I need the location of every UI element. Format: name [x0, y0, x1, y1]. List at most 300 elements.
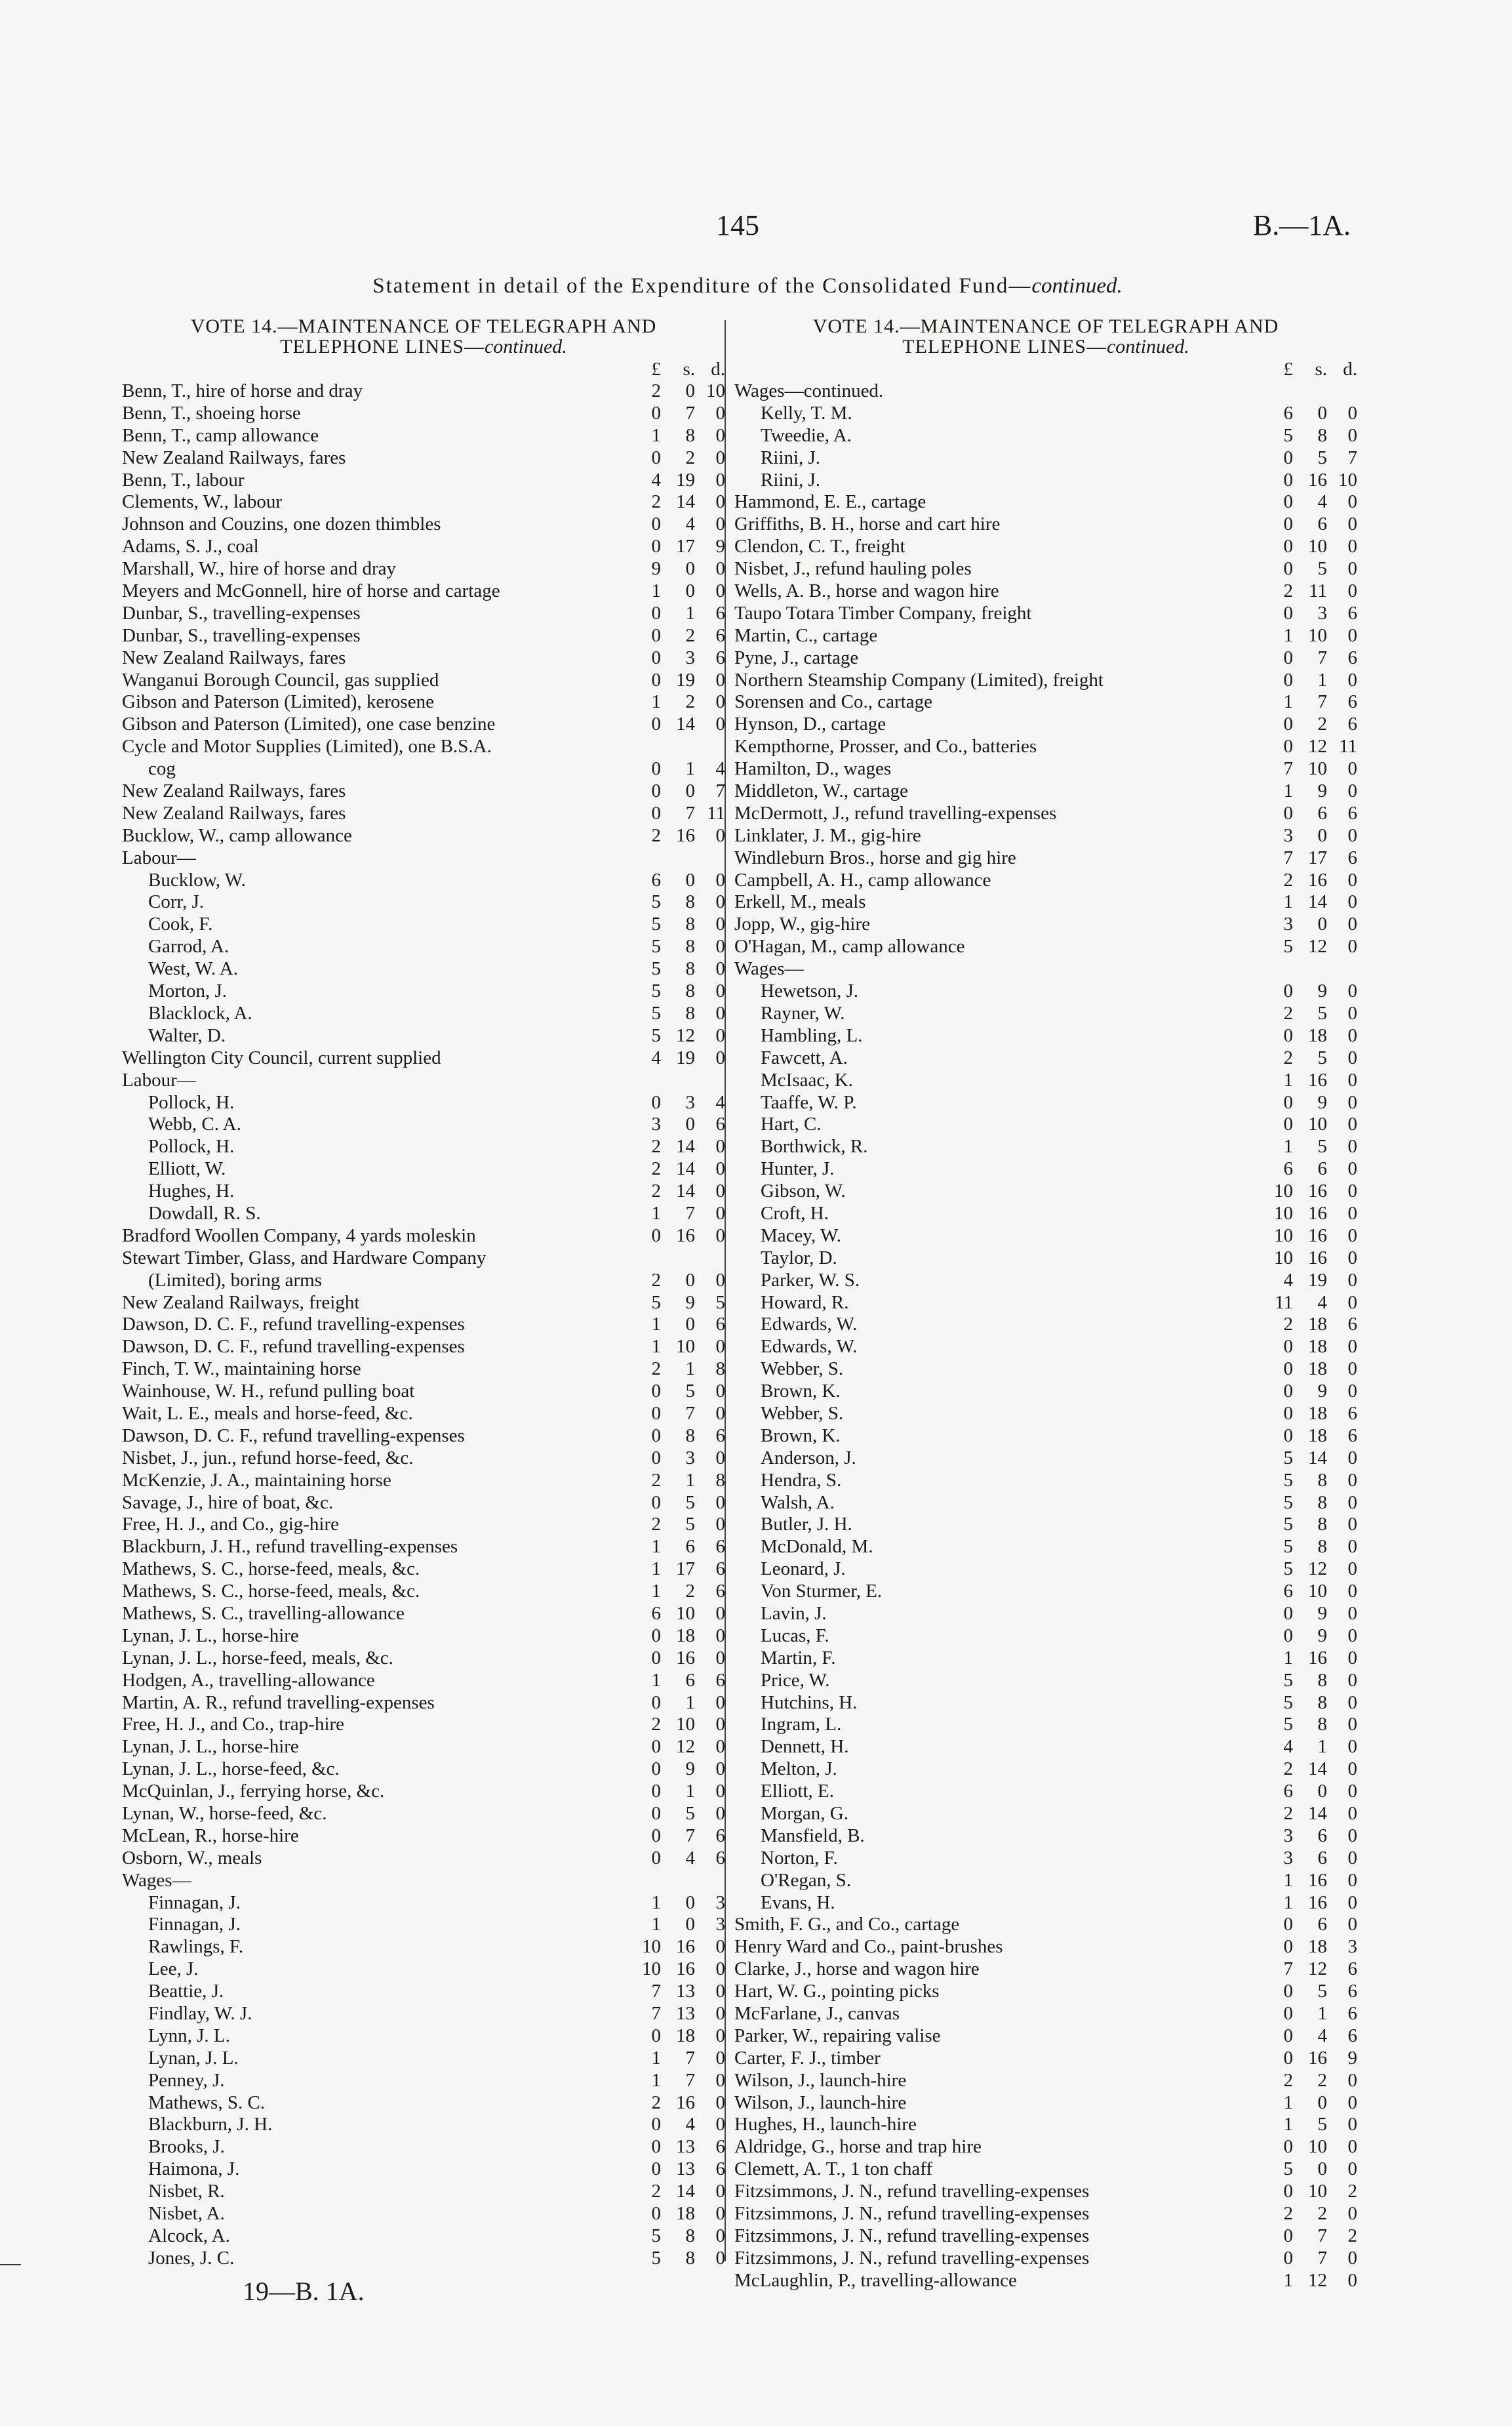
expenditure-row: [122, 1403, 725, 1425]
amount-pounds: 10: [1274, 1224, 1293, 1246]
entry-amount: [1259, 736, 1357, 758]
amount-pence: 0: [715, 1981, 725, 2002]
amount-pence: 0: [715, 1269, 725, 1291]
amount-shillings: 14: [676, 1158, 695, 1180]
entry-description: Riini, J.: [761, 469, 821, 491]
entry-amount: [627, 936, 725, 958]
expenditure-row: [122, 1670, 725, 1692]
amount-pounds: 1: [651, 1536, 661, 1558]
amount-pence: 6: [1347, 647, 1357, 668]
amount-pounds: 0: [1283, 1381, 1293, 1402]
entry-amount: [1259, 1870, 1357, 1892]
amount-pounds: 0: [651, 602, 661, 624]
entry-description: Dawson, D. C. F., refund travelling-expenses: [122, 1425, 465, 1446]
entry-description: Blackburn, J. H., refund travelling-expenses: [122, 1536, 458, 1558]
amount-shillings: 12: [1308, 736, 1327, 758]
amount-pounds: 7: [1283, 1958, 1293, 1980]
entry-amount: [627, 1714, 725, 1736]
amount-pence: 0: [1347, 2247, 1357, 2269]
entry-description: Bradford Woollen Company, 4 yards moleskin: [122, 1224, 476, 1246]
amount-pounds: 0: [651, 758, 661, 780]
entry-amount: [627, 1625, 725, 1648]
entry-description: Findlay, W. J.: [148, 2003, 252, 2025]
amount-pounds: 4: [1283, 1736, 1293, 1758]
amount-shillings: 4: [1317, 1291, 1327, 1313]
entry-amount: [1259, 1848, 1357, 1870]
amount-pence: 0: [1347, 558, 1357, 580]
entry-description: Lavin, J.: [761, 1602, 827, 1624]
entry-description: Fawcett, A.: [761, 1047, 848, 1068]
amount-pounds: 0: [651, 2158, 661, 2180]
amount-shillings: 0: [685, 580, 695, 602]
amount-pence: 6: [715, 602, 725, 624]
amount-shillings: 2: [685, 624, 695, 646]
amount-pounds: 2: [651, 1714, 661, 1735]
entry-description: Labour—: [122, 847, 196, 868]
amount-shillings: 16: [1308, 1069, 1327, 1091]
expenditure-row: [122, 2003, 725, 2025]
expenditure-row: [734, 1092, 1357, 1114]
amount-shillings: 13: [676, 2003, 695, 2025]
entry-amount: [627, 714, 725, 736]
amount-pounds: 3: [1283, 1847, 1293, 1869]
entry-amount: [1259, 1447, 1357, 1470]
entry-amount: [1259, 1825, 1357, 1848]
expenditure-row: [122, 714, 725, 736]
amount-shillings: 0: [685, 558, 695, 580]
amount-pounds: 0: [651, 1447, 661, 1468]
amount-pounds: 6: [651, 1602, 661, 1624]
entry-amount: [627, 380, 725, 403]
amount-shillings: 1: [685, 758, 695, 780]
entry-amount: [1259, 2114, 1357, 2136]
amount-pounds: 1: [1283, 2092, 1293, 2113]
amount-pence: 0: [1347, 1558, 1357, 1580]
amount-pounds: 0: [1283, 1336, 1293, 1358]
amount-pounds: 0: [1283, 1602, 1293, 1624]
amount-shillings: 16: [676, 2092, 695, 2113]
amount-pounds: 2: [1283, 580, 1293, 602]
amount-pounds: 0: [1283, 1358, 1293, 1380]
entry-amount: [1259, 1270, 1357, 1292]
amount-pounds: 1: [651, 2047, 661, 2069]
entry-description: Webb, C. A.: [148, 1114, 241, 1135]
expenditure-row: [122, 470, 725, 492]
amount-shillings: 1: [685, 1358, 695, 1380]
entry-amount: [627, 2025, 725, 2048]
expenditure-row: [734, 1714, 1357, 1736]
entry-amount: [627, 2136, 725, 2158]
expenditure-row: [122, 825, 725, 847]
amount-pence: 0: [1347, 1869, 1357, 1891]
entry-description: Edwards, W.: [761, 1314, 858, 1335]
entry-amount: [627, 670, 725, 692]
amount-pounds: 2: [1283, 1047, 1293, 1068]
entry-amount: [1259, 1648, 1357, 1670]
amount-shillings: 14: [1308, 1447, 1327, 1468]
entry-description: Dunbar, S., travelling-expenses: [122, 624, 361, 646]
amount-shillings: 5: [685, 1381, 695, 1402]
entry-amount: [1259, 870, 1357, 892]
entry-description: Fitzsimmons, J. N., refund travelling-expenses: [734, 2225, 1090, 2246]
expenditure-row: [122, 2158, 725, 2181]
expenditure-row: [734, 1936, 1357, 1958]
amount-pounds: 0: [651, 1758, 661, 1780]
entry-description: New Zealand Railways, fares: [122, 447, 346, 468]
entry-amount: [627, 1092, 725, 1114]
expenditure-row: [734, 1870, 1357, 1892]
entry-description: McIsaac, K.: [761, 1069, 853, 1091]
amount-shillings: 10: [676, 1336, 695, 1358]
amount-pence: 0: [1347, 669, 1357, 691]
amount-shillings: 4: [685, 2114, 695, 2135]
amount-pounds: 0: [1283, 2225, 1293, 2246]
amount-pence: 0: [1347, 1891, 1357, 1913]
entry-description: Dunbar, S., travelling-expenses: [122, 602, 361, 624]
expenditure-row: [122, 403, 725, 425]
amount-shillings: 0: [685, 1314, 695, 1335]
expenditure-row: [734, 803, 1357, 825]
entry-amount: [1259, 1514, 1357, 1536]
entry-description: Dennett, H.: [761, 1736, 849, 1758]
amount-shillings: 2: [685, 691, 695, 713]
amount-pounds: 3: [651, 1114, 661, 1135]
entry-amount: [1259, 625, 1357, 647]
entry-amount: [1259, 380, 1357, 403]
heading-text: Statement in detail of the Expenditure of the Consolidated Fund—: [372, 274, 1032, 298]
entry-description: Wilson, J., launch-hire: [734, 2069, 907, 2091]
amount-pence: 0: [715, 1024, 725, 1046]
expenditure-row: [122, 1092, 725, 1114]
entry-amount: [627, 1914, 725, 1936]
entry-amount: [627, 1114, 725, 1136]
expenditure-row: [122, 981, 725, 1003]
entry-amount: [627, 1848, 725, 1870]
expenditure-row: [734, 758, 1357, 780]
entry-amount: [627, 1803, 725, 1825]
entry-description: Von Sturmer, E.: [761, 1581, 883, 1602]
entry-description: Butler, J. H.: [761, 1514, 852, 1535]
entry-amount: [627, 2181, 725, 2203]
amount-pence: 0: [715, 1224, 725, 1246]
amount-pounds: 2: [651, 1269, 661, 1291]
entry-amount: [1259, 603, 1357, 625]
amount-shillings: 4: [1317, 2025, 1327, 2046]
amount-pence: 6: [715, 624, 725, 646]
amount-pence: 6: [1347, 602, 1357, 624]
entry-description: Finnagan, J.: [148, 1891, 241, 1913]
entry-description: Hughes, H.: [148, 1181, 235, 1202]
amount-pounds: 1: [651, 580, 661, 602]
entry-description: New Zealand Railways, freight: [122, 1291, 360, 1313]
right-title-line1: VOTE 14.—MAINTENANCE OF TELEGRAPH AND: [812, 315, 1279, 337]
amount-shillings: 7: [1317, 2225, 1327, 2246]
amount-pence: 0: [1347, 402, 1357, 424]
amount-shillings: 6: [1317, 1847, 1327, 1869]
amount-pence: 3: [715, 1891, 725, 1913]
entry-description: Erkell, M., meals: [734, 891, 866, 913]
entry-description: Haimona, J.: [148, 2158, 240, 2180]
amount-pence: 0: [715, 869, 725, 891]
entry-description: Wainhouse, W. H., refund pulling boat: [122, 1381, 415, 1402]
entry-amount: [1259, 1536, 1357, 1558]
entry-description: Gibson and Paterson (Limited), kerosene: [122, 691, 434, 713]
entry-description: Kelly, T. M.: [761, 402, 852, 424]
amount-pence: 0: [715, 1936, 725, 1958]
expenditure-row: [734, 603, 1357, 625]
expenditure-row: [122, 758, 725, 780]
amount-shillings: 8: [1317, 1514, 1327, 1535]
amount-pounds: 7: [651, 2003, 661, 2025]
entry-description: Webber, S.: [761, 1402, 844, 1424]
amount-pounds: 0: [1283, 1425, 1293, 1446]
entry-description: Wages—continued.: [734, 380, 884, 401]
expenditure-row: [122, 1114, 725, 1136]
entry-description: Linklater, J. M., gig-hire: [734, 824, 921, 846]
amount-shillings: 9: [685, 1758, 695, 1780]
entry-description: Griffiths, B. H., horse and cart hire: [734, 514, 1001, 535]
expenditure-row: [734, 1670, 1357, 1692]
entry-amount: [627, 1181, 725, 1203]
amount-shillings: 12: [1308, 2269, 1327, 2291]
amount-shillings: 14: [676, 491, 695, 513]
entry-amount: [1259, 1403, 1357, 1425]
entry-description: Free, H. J., and Co., trap-hire: [122, 1714, 345, 1735]
expenditure-row: [122, 1981, 725, 2003]
amount-shillings: 8: [1317, 1669, 1327, 1691]
entry-amount: [627, 803, 725, 825]
expenditure-row: [734, 580, 1357, 603]
amount-pence: 10: [706, 380, 725, 401]
entry-description: Benn, T., labour: [122, 469, 245, 491]
entry-amount: [1259, 514, 1357, 536]
amount-shillings: 8: [685, 1002, 695, 1024]
amount-pence: 3: [715, 1914, 725, 1935]
entry-description: Borthwick, R.: [761, 1136, 868, 1158]
entry-description: Wanganui Borough Council, gas supplied: [122, 669, 439, 691]
entry-amount: [627, 1758, 725, 1781]
amount-pence: 0: [715, 558, 725, 580]
entry-description: Johnson and Couzins, one dozen thimbles: [122, 514, 441, 535]
entry-amount: [1259, 914, 1357, 936]
amount-pence: 0: [1347, 1625, 1357, 1646]
entry-amount: [1259, 981, 1357, 1003]
amount-shillings: 8: [1317, 424, 1327, 446]
amount-shillings: 0: [685, 1891, 695, 1913]
amount-pounds: 0: [1283, 1402, 1293, 1424]
amount-pounds: 0: [1283, 2025, 1293, 2046]
entry-description: Clendon, C. T., freight: [734, 536, 905, 557]
entry-amount: [627, 1825, 725, 1848]
amount-pounds: 2: [651, 491, 661, 513]
amount-pounds: 1: [1283, 1136, 1293, 1158]
amount-pounds: 0: [1283, 802, 1293, 824]
amount-pence: 0: [715, 2069, 725, 2091]
entry-description: Hodgen, A., travelling-allowance: [122, 1669, 375, 1691]
amount-pounds: 0: [651, 514, 661, 535]
amount-pounds: 1: [1283, 2114, 1293, 2135]
entry-amount: [627, 958, 725, 981]
entry-amount: [627, 1670, 725, 1692]
amount-pence: 0: [1347, 491, 1357, 513]
entry-description: Lucas, F.: [761, 1625, 829, 1646]
amount-pence: 0: [715, 891, 725, 913]
expenditure-row: [734, 1425, 1357, 1447]
amount-shillings: 8: [685, 891, 695, 913]
amount-pence: 0: [715, 424, 725, 446]
expenditure-row: [734, 714, 1357, 736]
expenditure-row: [734, 1848, 1357, 1870]
amount-pounds: 0: [1283, 714, 1293, 735]
expenditure-row: [122, 558, 725, 580]
amount-pence: 0: [1347, 1803, 1357, 1824]
amount-pounds: 3: [1283, 914, 1293, 935]
amount-pounds: 0: [651, 780, 661, 802]
entry-description: Wells, A. B., horse and wagon hire: [734, 580, 999, 602]
amount-shillings: 1: [685, 1691, 695, 1713]
amount-pence: 0: [1347, 1536, 1357, 1558]
entry-description: Norton, F.: [761, 1847, 838, 1869]
entry-description: Finch, T. W., maintaining horse: [122, 1358, 361, 1380]
expenditure-row: [734, 2003, 1357, 2025]
entry-amount: [627, 514, 725, 536]
amount-pounds: 0: [651, 669, 661, 691]
entry-description: Stewart Timber, Glass, and Hardware Company: [122, 1247, 487, 1268]
amount-shillings: 2: [1317, 714, 1327, 735]
amount-pence: 6: [715, 1536, 725, 1558]
entry-amount: [1259, 1803, 1357, 1825]
amount-pounds: 0: [1283, 1625, 1293, 1646]
amount-shillings: 13: [676, 1981, 695, 2002]
amount-pounds: 0: [651, 1803, 661, 1824]
amount-pounds: 2: [651, 2092, 661, 2113]
amount-pence: 3: [1347, 1936, 1357, 1958]
amount-pounds: 1: [1283, 1647, 1293, 1668]
entry-description: McFarlane, J., canvas: [734, 2003, 900, 2025]
amount-pence: 6: [715, 1847, 725, 1869]
amount-pounds: 0: [1283, 1024, 1293, 1046]
amount-pence: 0: [1347, 1358, 1357, 1380]
entry-amount: [627, 691, 725, 714]
entry-amount: [1259, 691, 1357, 714]
amount-pounds: 6: [1283, 1581, 1293, 1602]
entry-description: (Limited), boring arms: [148, 1269, 322, 1291]
amount-shillings: 8: [1317, 1469, 1327, 1491]
entry-amount: [1259, 1070, 1357, 1092]
amount-pence: 6: [1347, 1425, 1357, 1446]
amount-shillings: 17: [1308, 847, 1327, 868]
entry-amount: [627, 1292, 725, 1314]
entry-amount: [627, 1225, 725, 1247]
entry-description: Osborn, W., meals: [122, 1847, 262, 1869]
amount-pence: 0: [715, 1202, 725, 1224]
entry-amount: [1259, 936, 1357, 958]
amount-pounds: 1: [651, 1891, 661, 1913]
entry-description: Benn, T., camp allowance: [122, 424, 319, 446]
amount-shillings: 13: [676, 2158, 695, 2180]
amount-pounds: 1: [1283, 1869, 1293, 1891]
amount-pounds: 0: [651, 1091, 661, 1113]
amount-shillings: 16: [1308, 1202, 1327, 1224]
entry-amount: [627, 647, 725, 670]
expenditure-row: [122, 380, 725, 403]
entry-amount: [627, 1403, 725, 1425]
entry-description: Parker, W., repairing valise: [734, 2025, 941, 2046]
amount-pounds: 0: [1283, 491, 1293, 513]
amount-pounds: 6: [1283, 402, 1293, 424]
entry-description: Taylor, D.: [761, 1247, 837, 1268]
expenditure-row: [122, 2203, 725, 2225]
expenditure-row: [734, 1736, 1357, 1758]
amount-shillings: 7: [1317, 647, 1327, 668]
expenditure-row: [734, 670, 1357, 692]
entry-amount: [1259, 1247, 1357, 1270]
amount-pence: 8: [715, 1358, 725, 1380]
amount-shillings: 10: [676, 1602, 695, 1624]
expenditure-row: [122, 2248, 725, 2270]
amount-shillings: 0: [685, 1114, 695, 1135]
entry-amount: [1259, 1670, 1357, 1692]
entry-amount: [1259, 1336, 1357, 1358]
entry-description: Sorensen and Co., cartage: [734, 691, 932, 713]
amount-pounds: 5: [651, 958, 661, 980]
entry-description: Hart, C.: [761, 1114, 822, 1135]
entry-description: Lynan, J. L., horse-hire: [122, 1625, 299, 1646]
amount-pounds: 2: [1283, 1314, 1293, 1335]
entry-description: Mansfield, B.: [761, 1825, 865, 1846]
entry-description: Pollock, H.: [148, 1136, 235, 1158]
amount-pounds: 0: [651, 1825, 661, 1846]
entry-amount: [627, 1203, 725, 1225]
entry-amount: [627, 981, 725, 1003]
amount-pence: 0: [1347, 1491, 1357, 1513]
entry-amount: [627, 1247, 725, 1270]
entry-amount: [1259, 1114, 1357, 1136]
expenditure-row: [734, 1914, 1357, 1936]
entry-amount: [627, 1981, 725, 2003]
amount-pounds: 10: [1274, 1181, 1293, 1202]
expenditure-row: [122, 891, 725, 914]
document-reference: B.—1A.: [1252, 209, 1351, 241]
entry-description: Nisbet, A.: [148, 2203, 225, 2225]
amount-pounds: 2: [1283, 1758, 1293, 1780]
amount-pence: 0: [1347, 1336, 1357, 1358]
entry-amount: [1259, 2225, 1357, 2248]
entry-amount: [1259, 1047, 1357, 1070]
expenditure-row: [734, 1314, 1357, 1336]
entry-description: Nisbet, J., jun., refund horse-feed, &c.: [122, 1447, 414, 1468]
entry-amount: [1259, 1714, 1357, 1736]
amount-pounds: 2: [651, 380, 661, 401]
entry-description: McDermott, J., refund travelling-expenses: [734, 802, 1057, 824]
amount-pounds: 5: [1283, 1536, 1293, 1558]
amount-pence: 0: [715, 958, 725, 980]
amount-shillings: 12: [1308, 936, 1327, 958]
entry-description: Hynson, D., cartage: [734, 714, 886, 735]
entry-description: New Zealand Railways, fares: [122, 647, 346, 668]
amount-pence: 0: [715, 1336, 725, 1358]
amount-pounds: 2: [651, 2181, 661, 2202]
entry-amount: [627, 1492, 725, 1514]
entry-amount: [627, 580, 725, 603]
amount-pounds: 1: [1283, 1069, 1293, 1091]
amount-pence: 0: [1347, 2203, 1357, 2225]
amount-pounds: 0: [1283, 981, 1293, 1002]
expenditure-row: [122, 2092, 725, 2114]
amount-shillings: 5: [1317, 1047, 1327, 1068]
entry-amount: [627, 1336, 725, 1358]
amount-pence: 0: [715, 1402, 725, 1424]
